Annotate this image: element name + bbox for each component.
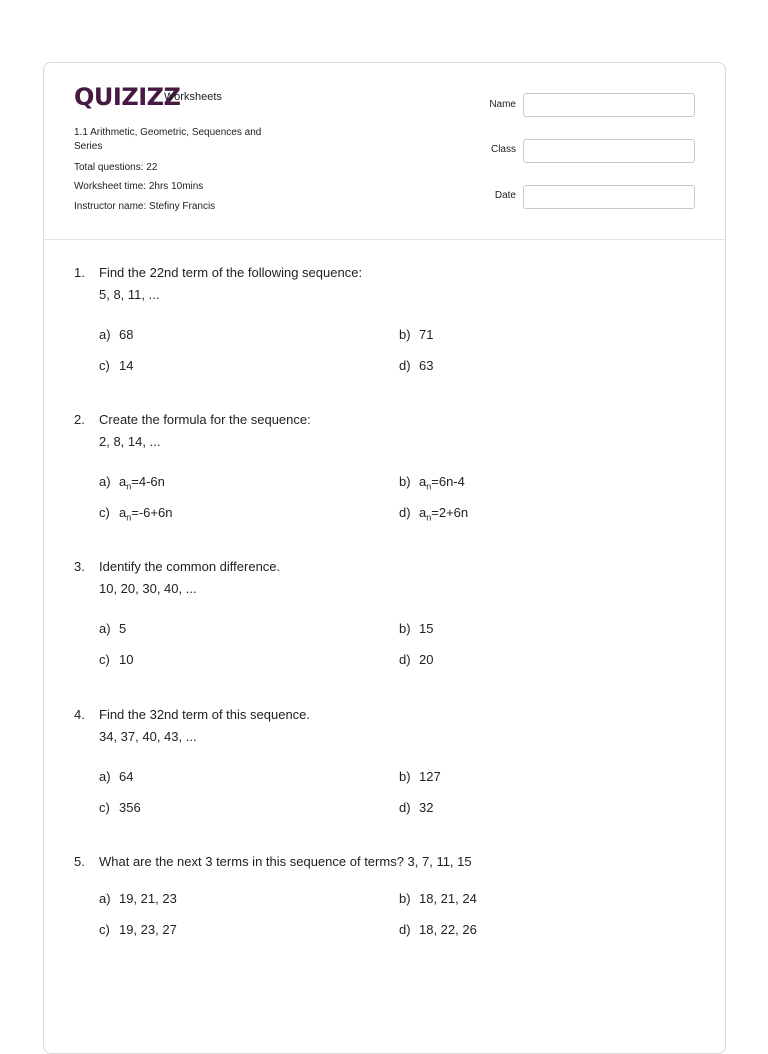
answer-option-d[interactable]: [399, 358, 433, 373]
worksheet: [43, 62, 726, 1054]
option-text: 71: [419, 327, 434, 342]
class-field[interactable]: [523, 139, 695, 163]
question-sequence: 10, 20, 30, 40, ...: [99, 581, 197, 596]
option-text: $a_n=6n-4$: [419, 474, 465, 492]
question-number: 3.: [74, 559, 85, 574]
option-letter: a): [99, 474, 111, 489]
answer-option-a[interactable]: [99, 474, 165, 492]
option-letter: b): [399, 621, 411, 636]
answer-option-b[interactable]: [399, 891, 477, 906]
brand-subtitle: Worksheets: [164, 91, 222, 103]
answer-option-b[interactable]: [399, 769, 441, 784]
answer-option-c[interactable]: [99, 800, 141, 815]
question-sequence: 34, 37, 40, 43, ...: [99, 729, 197, 744]
answer-option-c[interactable]: [99, 505, 172, 523]
option-letter: b): [399, 327, 411, 342]
question-text: Find the 22nd term of the following sequence:: [99, 265, 363, 280]
date-label: Date: [494, 190, 516, 201]
instructor-name: Instructor name: Stefiny Francis: [74, 201, 216, 212]
question-number: 4.: [74, 707, 85, 722]
option-letter: a): [99, 621, 111, 636]
question-text: Create the formula for the sequence:: [99, 412, 311, 427]
option-text: 127: [419, 769, 441, 784]
answer-option-d[interactable]: [399, 922, 477, 937]
name-label: Name: [489, 99, 516, 110]
option-letter: d): [399, 652, 411, 667]
option-letter: a): [99, 769, 111, 784]
question-number: 1.: [74, 265, 85, 280]
answer-option-a[interactable]: [99, 621, 126, 636]
option-text: 356: [119, 800, 141, 815]
option-letter: b): [399, 891, 411, 906]
option-text: 63: [419, 358, 434, 373]
answer-option-d[interactable]: [399, 505, 468, 523]
option-text: $a_n=4-6n$: [119, 474, 165, 492]
option-letter: d): [399, 800, 411, 815]
total-questions: Total questions: 22: [74, 162, 158, 173]
name-field[interactable]: [523, 93, 695, 117]
answer-option-c[interactable]: [99, 652, 133, 667]
option-letter: a): [99, 891, 111, 906]
option-letter: b): [399, 769, 411, 784]
question-text: Identify the common difference.: [99, 559, 281, 574]
answer-option-b[interactable]: [399, 621, 433, 636]
question-text: Find the 32nd term of this sequence.: [99, 707, 311, 722]
quizizz-logo: QUIZIZZ: [74, 83, 181, 111]
title-line-2: Series: [74, 141, 103, 152]
option-text: 18, 21, 24: [419, 891, 477, 906]
option-text: 19, 21, 23: [119, 891, 177, 906]
option-letter: c): [99, 922, 110, 937]
option-letter: d): [399, 505, 411, 520]
worksheet-time: Worksheet time: 2hrs 10mins: [74, 181, 204, 192]
option-letter: c): [99, 800, 110, 815]
answer-option-b[interactable]: [399, 327, 433, 342]
answer-option-a[interactable]: [99, 769, 133, 784]
option-letter: c): [99, 358, 110, 373]
answer-option-c[interactable]: [99, 922, 177, 937]
option-letter: a): [99, 327, 111, 342]
option-text: 15: [419, 621, 434, 636]
answer-option-b[interactable]: [399, 474, 465, 492]
class-label: Class: [490, 144, 516, 155]
answer-option-a[interactable]: [99, 327, 133, 342]
answer-option-d[interactable]: [399, 652, 433, 667]
option-text: $a_n=2+6n$: [419, 505, 469, 523]
question-number: 2.: [74, 412, 85, 427]
option-text: 32: [419, 800, 434, 815]
option-text: 20: [419, 652, 434, 667]
title-line-1: 1.1 Arithmetic, Geometric, Sequences and: [74, 127, 262, 138]
option-letter: d): [399, 922, 411, 937]
worksheet-title: [74, 126, 284, 154]
option-text: $a_n=-6+6n$: [119, 505, 173, 523]
question-text: What are the next 3 terms in this sequence of terms? 3, 7, 11, 15: [99, 854, 472, 869]
worksheet-header: [44, 63, 725, 240]
option-letter: d): [399, 358, 411, 373]
answer-option-a[interactable]: [99, 891, 177, 906]
option-letter: c): [99, 652, 110, 667]
option-text: 19, 23, 27: [119, 922, 177, 937]
answer-option-c[interactable]: [99, 358, 133, 373]
option-text: 10: [119, 652, 134, 667]
option-text: 14: [119, 358, 134, 373]
answer-option-d[interactable]: [399, 800, 433, 815]
question-number: 5.: [74, 854, 85, 869]
question-sequence: 5, 8, 11, ...: [99, 287, 160, 302]
date-field[interactable]: [523, 185, 695, 209]
question-sequence: 2, 8, 14, ...: [99, 434, 161, 449]
option-text: 18, 22, 26: [419, 922, 477, 937]
option-text: 64: [119, 769, 134, 784]
option-text: 5: [119, 621, 127, 636]
option-letter: c): [99, 505, 110, 520]
option-letter: b): [399, 474, 411, 489]
option-text: 68: [119, 327, 134, 342]
